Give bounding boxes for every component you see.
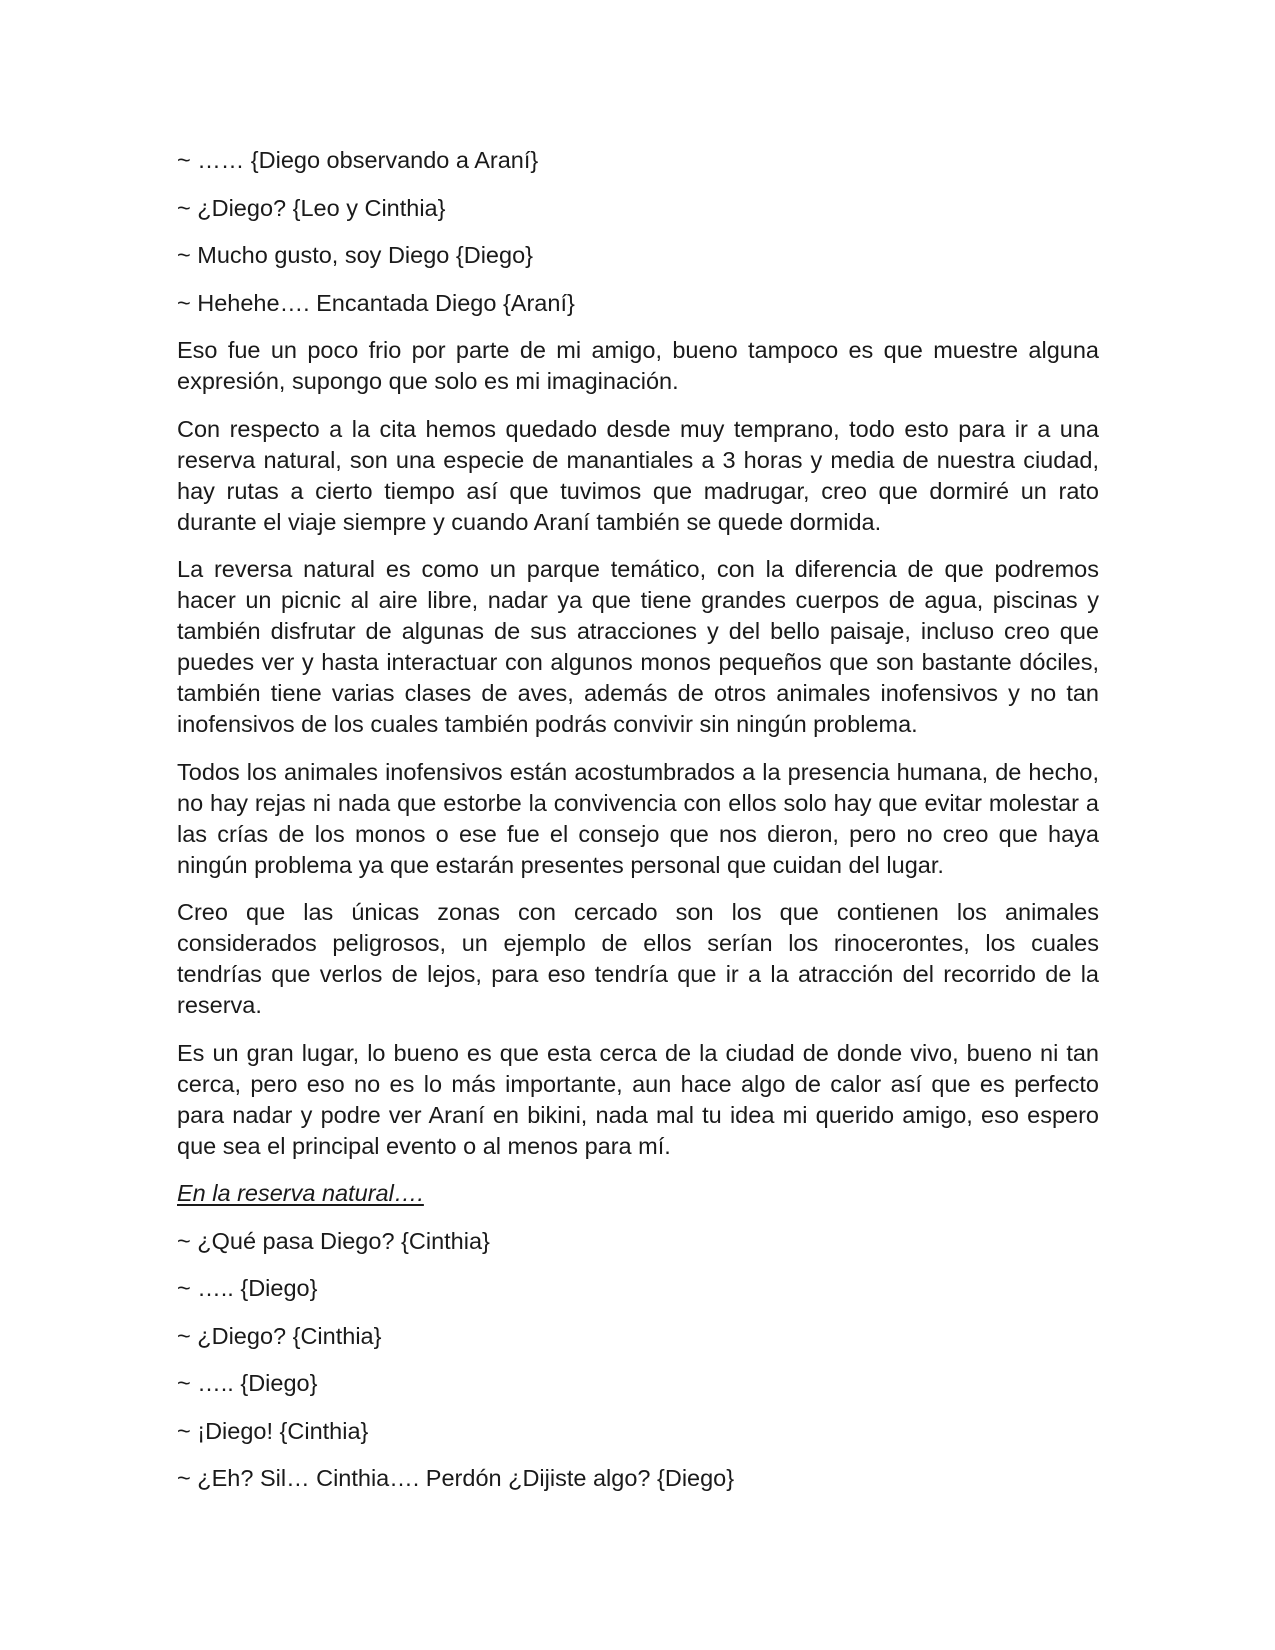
dialogue-line: ~ ….. {Diego}	[177, 1275, 318, 1301]
dialogue-line: ~ …… {Diego observando a Araní}	[177, 147, 539, 173]
dialogue-line: ~ ¿Diego? {Leo y Cinthia}	[177, 194, 446, 221]
narrative-paragraph: Es un gran lugar, lo bueno es que esta cerca de la ciudad de donde vivo, bueno ni tan cerca, pero eso no es lo más importante, aun hace algo de calor así que es perfecto para nadar y podre ver Araní en bikini, nada mal tu idea mi querido amigo, eso espero que sea el principal evento o al menos para mí.	[177, 1039, 1099, 1159]
dialogue-line: ~ ….. {Diego}	[177, 1370, 318, 1396]
dialogue-line: ~ Hehehe…. Encantada Diego {Araní}	[177, 289, 575, 316]
narrative-paragraph: La reversa natural es como un parque temático, con la diferencia de que podremos hacer un picnic al aire libre, nadar ya que tiene grandes cuerpos de agua, piscinas y también disfrutar de algunas de sus atracciones y del bello paisaje, incluso creo que puedes ver y hasta interactuar con algunos monos pequeños que son bastante dóciles, también tiene varias clases de aves, además de otros animales inofensivos y no tan inofensivos de los cuales también podrás convivir sin ningún problema.	[177, 556, 1099, 737]
narrative-paragraph: Eso fue un poco frio por parte de mi amigo, bueno tampoco es que muestre alguna expresión, supongo que solo es mi imaginación.	[177, 337, 1099, 394]
dialogue-line: ~ ¿Qué pasa Diego? {Cinthia}	[177, 1227, 490, 1254]
narrative-paragraph: Todos los animales inofensivos están acostumbrados a la presencia humana, de hecho, no hay rejas ni nada que estorbe la convivencia con ellos solo hay que evitar molestar a las crías de los monos o ese fue el consejo que nos dieron, pero no creo que haya ningún problema ya que estarán presentes personal que cuidan del lugar.	[177, 758, 1099, 878]
dialogue-line: ~ ¡Diego! {Cinthia}	[177, 1417, 369, 1444]
scene-heading: En la reserva natural….	[177, 1180, 424, 1206]
dialogue-line: ~ ¿Diego? {Cinthia}	[177, 1322, 382, 1349]
narrative-paragraph: Con respecto a la cita hemos quedado desde muy temprano, todo esto para ir a una reserva natural, son una especie de manantiales a 3 horas y media de nuestra ciudad, hay rutas a cierto tiempo así que tuvimos que madrugar, creo que dormiré un rato durante el viaje siempre y cuando Araní también se quede dormida.	[177, 415, 1099, 535]
document-page	[177, 145, 1099, 1511]
dialogue-line: ~ ¿Eh? Sil… Cinthia…. Perdón ¿Dijiste algo? {Diego}	[177, 1465, 735, 1491]
narrative-paragraph: Creo que las únicas zonas con cercado son los que contienen los animales considerados peligrosos, un ejemplo de ellos serían los rinocerontes, los cuales tendrías que verlos de lejos, para eso tendría que ir a la atracción del recorrido de la reserva.	[177, 899, 1099, 1018]
dialogue-line: ~ Mucho gusto, soy Diego {Diego}	[177, 242, 533, 268]
